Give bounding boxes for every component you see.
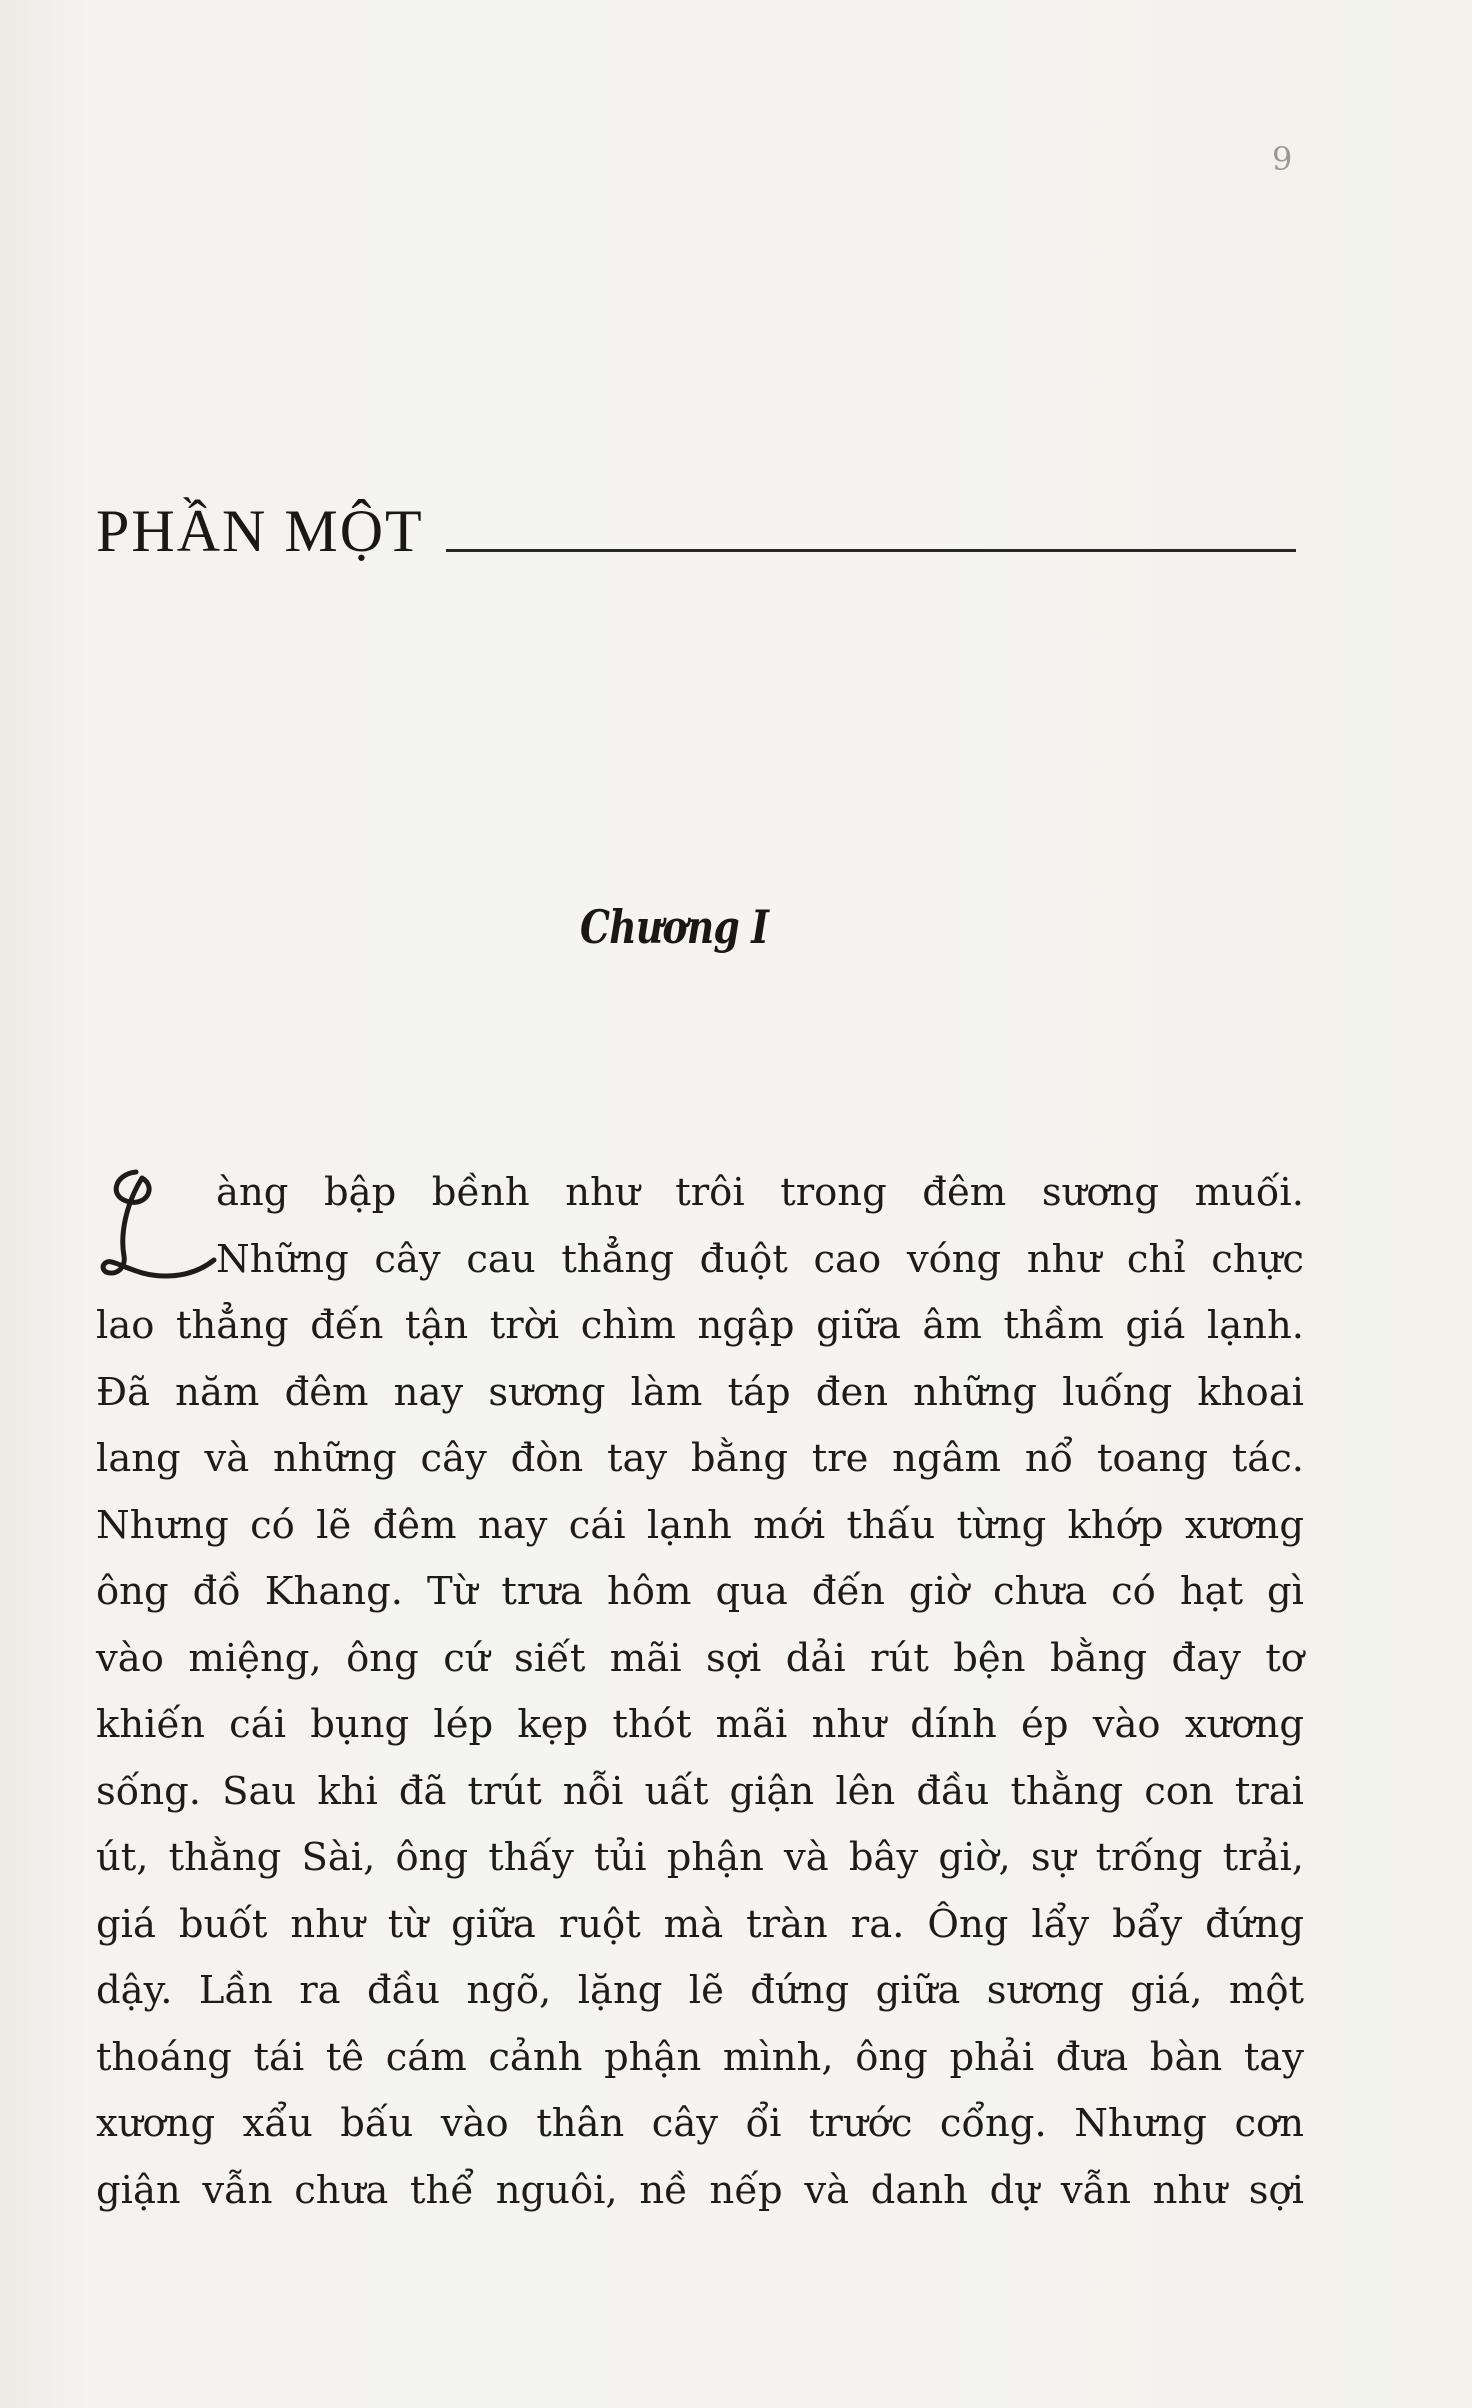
part-title-rule (446, 549, 1296, 552)
text-line: khiến cái bụng lép kẹp thót mãi như dính ép vào xương (96, 1702, 1304, 1747)
text-line: lao thẳng đến tận trời chìm ngập giữa âm thầm giá lạnh. (96, 1303, 1304, 1348)
part-title: PHẦN MỘT (96, 498, 424, 564)
text-line: àng bập bềnh như trôi trong đêm sương muối. (216, 1170, 1304, 1215)
text-line: lang và những cây đòn tay bằng tre ngâm nổ toang tác. (96, 1436, 1304, 1481)
text-line: xương xẩu bấu vào thân cây ổi trước cổng. Nhưng cơn (96, 2101, 1304, 2146)
text-line: Nhưng có lẽ đêm nay cái lạnh mới thấu từng khớp xương (96, 1502, 1304, 1548)
chapter-title: Chương I (580, 900, 769, 954)
part-heading (96, 496, 1296, 566)
page-number: 9 (1272, 140, 1293, 178)
text-line: vào miệng, ông cứ siết mãi sợi dải rút bện bằng đay tơ (96, 1635, 1304, 1681)
text-line: ông đồ Khang. Từ trưa hôm qua đến giờ chưa có hạt gì (96, 1569, 1304, 1614)
drop-cap-letter: L (96, 1164, 97, 1165)
text-line: Những cây cau thẳng đuột cao vóng như chỉ chực (216, 1236, 1304, 1282)
chapter-body-text (96, 1160, 1304, 2224)
text-line: sống. Sau khi đã trút nỗi uất giận lên đầu thằng con trai (96, 1768, 1304, 1814)
text-line: giá buốt như từ giữa ruột mà tràn ra. Ông lẩy bẩy đứng (96, 1901, 1304, 1947)
text-line: Đã năm đêm nay sương làm táp đen những luống khoai (96, 1369, 1304, 1415)
text-line: thoáng tái tê cám cảnh phận mình, ông phải đưa bàn tay (96, 2034, 1304, 2080)
text-line: út, thằng Sài, ông thấy tủi phận và bây giờ, sự trống trải, (96, 1835, 1304, 1880)
text-line: dậy. Lần ra đầu ngõ, lặng lẽ đứng giữa sương giá, một (96, 1968, 1304, 2013)
text-line: giận vẫn chưa thể nguôi, nề nếp và danh dự vẫn như sợi (96, 2167, 1304, 2213)
